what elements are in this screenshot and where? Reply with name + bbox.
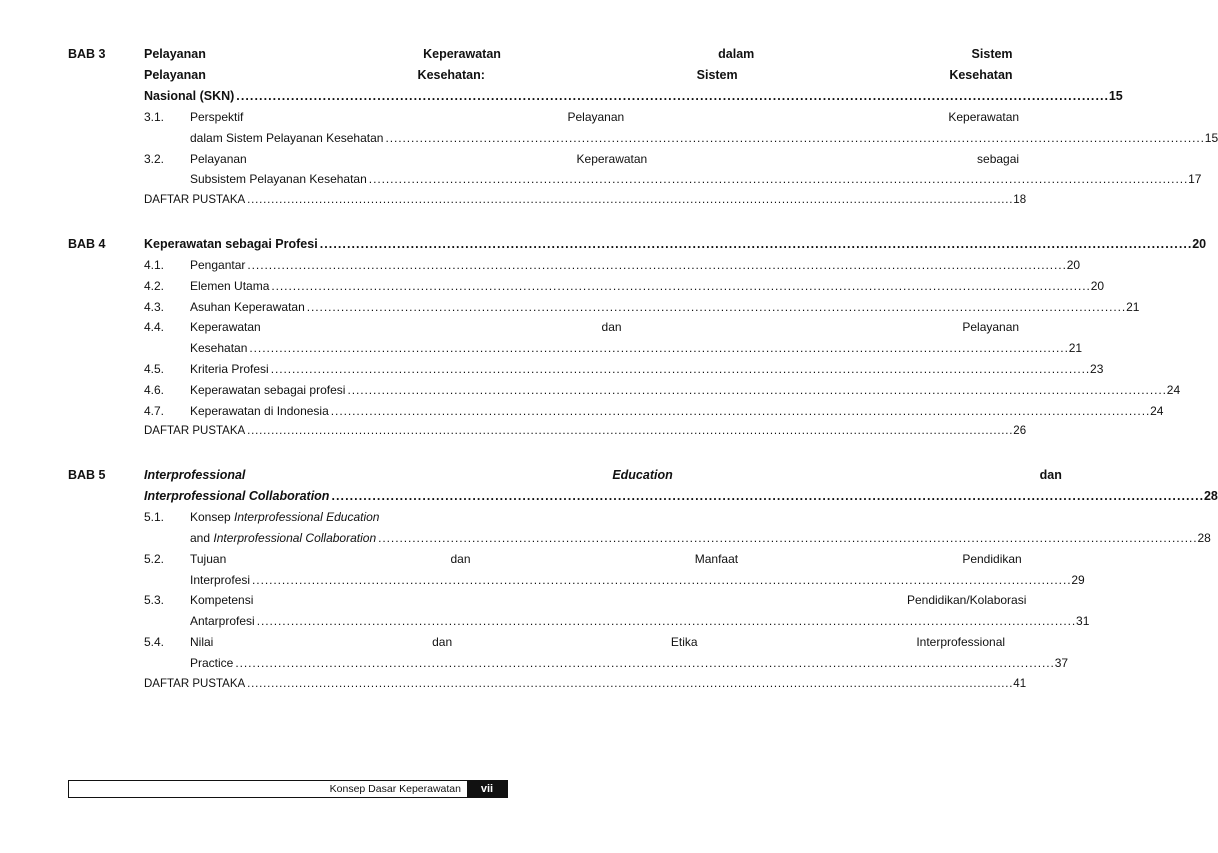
toc-section[interactable]: [144, 549, 1085, 591]
section-number: 4.7.: [144, 403, 165, 418]
section-title-line: Keperawatan dan Pelayanan: [190, 320, 1020, 335]
section-page-number: 23: [1090, 361, 1104, 376]
section-number: 4.3.: [144, 299, 165, 314]
chapter-page-number: 15: [1108, 89, 1123, 103]
table-of-contents: [68, 44, 1218, 717]
dot-leader: [247, 255, 1064, 276]
dot-leader: [271, 276, 1088, 297]
section-number: 4.1.: [144, 257, 165, 272]
toc-section[interactable]: [144, 276, 1105, 297]
toc-section[interactable]: [144, 632, 1069, 674]
dot-leader: [331, 486, 1202, 507]
section-title-line: Pelayanan Keperawatan sebagai: [190, 151, 1020, 166]
daftar-pustaka-label: DAFTAR PUSTAKA: [144, 194, 246, 207]
section-title-line: Konsep Interprofessional Education: [190, 510, 380, 525]
section-number: 3.1.: [144, 110, 165, 124]
section-title-line: Practice: [190, 655, 234, 670]
section-title-line: Kriteria Profesi: [190, 361, 269, 376]
section-list: [144, 507, 1211, 694]
chapter-number: BAB 4: [68, 236, 106, 251]
section-title-line: dalam Sistem Pelayanan Kesehatan: [190, 130, 384, 145]
chapter-heading: [68, 234, 1207, 255]
daftar-pustaka-label: DAFTAR PUSTAKA: [144, 677, 246, 690]
section-number: 4.2.: [144, 278, 165, 293]
dot-leader: [236, 86, 1107, 107]
daftar-pustaka-label: DAFTAR PUSTAKA: [144, 425, 246, 438]
chapter-bab-3: [68, 44, 1218, 211]
dot-leader: [249, 338, 1066, 359]
section-title-line: Kesehatan: [190, 341, 248, 356]
toc-section[interactable]: [144, 359, 1104, 380]
dot-leader: [252, 570, 1069, 591]
section-number: 5.4.: [144, 634, 165, 649]
section-title-line: Nilai dan Etika Interprofessional: [190, 634, 1006, 649]
chapter-number: BAB 3: [68, 47, 106, 61]
chapter-title-line: Pelayanan Keperawatan dalam Sistem: [144, 47, 1013, 61]
toc-section[interactable]: [144, 255, 1081, 276]
daftar-pustaka-page: 26: [1013, 425, 1027, 438]
dot-leader: [385, 128, 1202, 149]
section-page-number: 21: [1068, 341, 1083, 356]
toc-daftar-pustaka[interactable]: [144, 190, 1027, 211]
section-page-number: 24: [1150, 403, 1164, 418]
section-title-line: Subsistem Pelayanan Kesehatan: [190, 172, 367, 187]
dot-leader: [247, 674, 1011, 695]
daftar-pustaka-page: 41: [1013, 677, 1027, 690]
section-list: [144, 107, 1218, 211]
dot-leader: [347, 380, 1164, 401]
chapter-title-line: Pelayanan Kesehatan: Sistem Kesehatan: [144, 68, 1013, 82]
section-number: 4.4.: [144, 320, 165, 335]
section-title-line: Elemen Utama: [190, 278, 270, 293]
section-number: 5.2.: [144, 551, 165, 566]
section-title-line: and Interprofessional Collaboration: [190, 530, 377, 545]
section-page-number: 17: [1188, 172, 1202, 187]
section-title-line: Antarprofesi: [190, 614, 255, 629]
chapter-title: [144, 234, 1207, 255]
chapter-title: [144, 465, 1218, 507]
dot-leader: [320, 234, 1191, 255]
section-page-number: 15: [1204, 130, 1218, 145]
chapter-title-line: Nasional (SKN): [144, 89, 235, 103]
toc-daftar-pustaka[interactable]: [144, 674, 1027, 695]
section-title-line: Kompetensi Pendidikan/Kolaborasi: [190, 593, 1027, 608]
chapter-page-number: 20: [1192, 236, 1207, 251]
toc-section[interactable]: [144, 297, 1140, 318]
section-title-line: Pengantar: [190, 257, 246, 272]
section-title-line: Perspektif Pelayanan Keperawatan: [190, 110, 1020, 124]
footer-book-title: Konsep Dasar Keperawatan: [329, 783, 461, 795]
toc-section[interactable]: [144, 507, 1211, 549]
section-page-number: 20: [1090, 278, 1105, 293]
chapter-page-number: 28: [1203, 489, 1218, 504]
section-number: 3.2.: [144, 151, 165, 166]
dot-leader: [378, 528, 1195, 549]
daftar-pustaka-page: 18: [1013, 194, 1027, 207]
section-page-number: 37: [1054, 655, 1069, 670]
section-page-number: 28: [1197, 530, 1211, 545]
toc-section[interactable]: [144, 107, 1218, 149]
section-page-number: 20: [1066, 257, 1081, 272]
page-footer: [68, 780, 508, 798]
dot-leader: [331, 401, 1148, 422]
section-title-line: Tujuan dan Manfaat Pendidikan: [190, 551, 1022, 566]
chapter-number: BAB 5: [68, 468, 106, 483]
section-title-line: Keperawatan sebagai profesi: [190, 382, 346, 397]
dot-leader: [247, 421, 1011, 442]
toc-section[interactable]: [144, 590, 1090, 632]
dot-leader: [257, 611, 1074, 632]
section-number: 4.5.: [144, 361, 165, 376]
section-title-line: Interprofesi: [190, 572, 251, 587]
chapter-title-line: Interprofessional Collaboration: [144, 489, 330, 504]
chapter-title-line: Keperawatan sebagai Profesi: [144, 236, 318, 251]
dot-leader: [247, 190, 1011, 211]
chapter-title: [144, 44, 1123, 107]
section-page-number: 21: [1126, 299, 1140, 314]
dot-leader: [271, 359, 1088, 380]
toc-section[interactable]: [144, 149, 1202, 191]
section-list: [144, 255, 1181, 442]
dot-leader: [369, 169, 1186, 190]
section-page-number: 24: [1166, 382, 1181, 397]
section-page-number: 29: [1071, 572, 1085, 587]
section-title-line: Keperawatan di Indonesia: [190, 403, 329, 418]
dot-leader: [235, 653, 1052, 674]
toc-daftar-pustaka[interactable]: [144, 421, 1027, 442]
toc-section[interactable]: [144, 380, 1181, 401]
chapter-heading: [68, 465, 1218, 507]
chapter-bab-5: [68, 465, 1218, 694]
section-number: 5.3.: [144, 593, 165, 608]
section-page-number: 31: [1076, 614, 1090, 629]
chapter-title-line: Interprofessional Education dan: [144, 468, 1062, 483]
dot-leader: [307, 297, 1124, 318]
chapter-bab-4: [68, 234, 1207, 442]
section-number: 5.1.: [144, 510, 165, 525]
section-title-line: Asuhan Keperawatan: [190, 299, 305, 314]
section-number: 4.6.: [144, 382, 165, 397]
footer-page-number: vii: [467, 781, 507, 797]
toc-section[interactable]: [144, 317, 1083, 359]
toc-section[interactable]: [144, 401, 1164, 422]
chapter-heading: [68, 44, 1123, 107]
